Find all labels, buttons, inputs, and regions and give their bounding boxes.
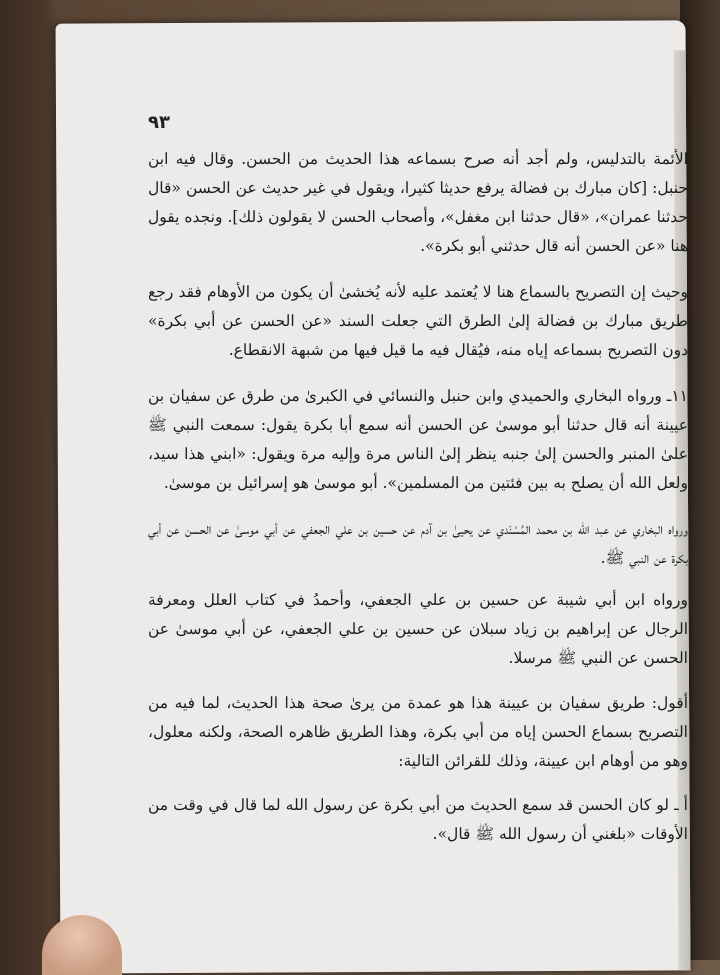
- paragraph-2: [148, 278, 688, 375]
- paragraph-4: [148, 515, 688, 583]
- paragraph-text: الأئمة بالتدليس، ولم أجد أنه صرح بسماعه هذا الحديث من الحسن. وقال فيه ابن حنبل: [كان مبارك بن فضالة يرفع حديثا كثيرا، ويقول في غير حديث عن الحسن «قال حدثنا عمران»، «قال حدثنا ابن مغفل»، وأصحاب الحسن لا يقولون ذلك]. ونجده يقول هنا «عن الحسن أنه قال حدثني أبو بكرة».: [148, 150, 688, 255]
- paragraph-7: [148, 791, 688, 859]
- paragraph-text: ورواه البخاري عن عبد الله بن محمد المُسْنَدي عن يحيىٰ بن آدم عن حسين بن علي الجعفي عن أبي موسىٰ عن الحسن عن أبي بكرة عن النبي ﷺ.: [148, 520, 688, 567]
- page-number: ٩٣: [148, 112, 170, 133]
- paragraph-1: [148, 145, 688, 271]
- paragraph-text: أ ـ لو كان الحسن قد سمع الحديث من أبي بكرة عن رسول الله لما قال في وقت من الأوقات «بلغني أن رسول الله ﷺ قال».: [148, 796, 688, 843]
- paragraph-6: [148, 689, 688, 786]
- paragraph-text: أقول: طريق سفيان بن عيينة هذا هو عمدة من يرىٰ صحة هذا الحديث، لما فيه من التصريح بسماع الحسن إياه من أبي بكرة، وهذا الطريق ظاهره الصحة، ولكنه معلول، وهو من أوهام ابن عيينة، وذلك للقرائن التالية:: [148, 694, 688, 770]
- paragraph-text: ورواه ابن أبي شيبة عن حسين بن علي الجعفي، وأحمدُ في كتاب العلل ومعرفة الرجال عن إبراهيم بن زياد سبلان عن حسين بن علي الجعفي، عن أبي موسىٰ عن الحسن عن النبي ﷺ مرسلا.: [148, 591, 688, 667]
- paragraph-text: ١١ـ ورواه البخاري والحميدي وابن حنبل والنسائي في الكبرىٰ من طرق عن سفيان بن عيينة أنه قال حدثنا أبو موسىٰ عن الحسن أنه سمع أبا بكرة يقول: سمعت النبي ﷺ علىٰ المنبر والحسن إلىٰ جنبه ينظر إلىٰ الناس مرة وإليه مرة ويقول: «ابني هذا سيد، ولعل الله أن يصلح به بين فئتين من المسلمين». أبو موسىٰ هو إسرائيل بن موسىٰ.: [148, 387, 688, 492]
- paragraph-text: وحيث إن التصريح بالسماع هنا لا يُعتمد عليه لأنه يُخشىٰ أن يكون من الأوهام فقد رجع طريق مبارك بن فضالة إلىٰ الطرق التي جعلت السند «عن الحسن عن أبي بكرة» دون التصريح بسماعه إياه منه، فيُقال فيه ما قيل فيها من شبهة الانقطاع.: [148, 283, 688, 359]
- paragraph-5: [148, 586, 688, 683]
- paragraph-3: [148, 382, 688, 508]
